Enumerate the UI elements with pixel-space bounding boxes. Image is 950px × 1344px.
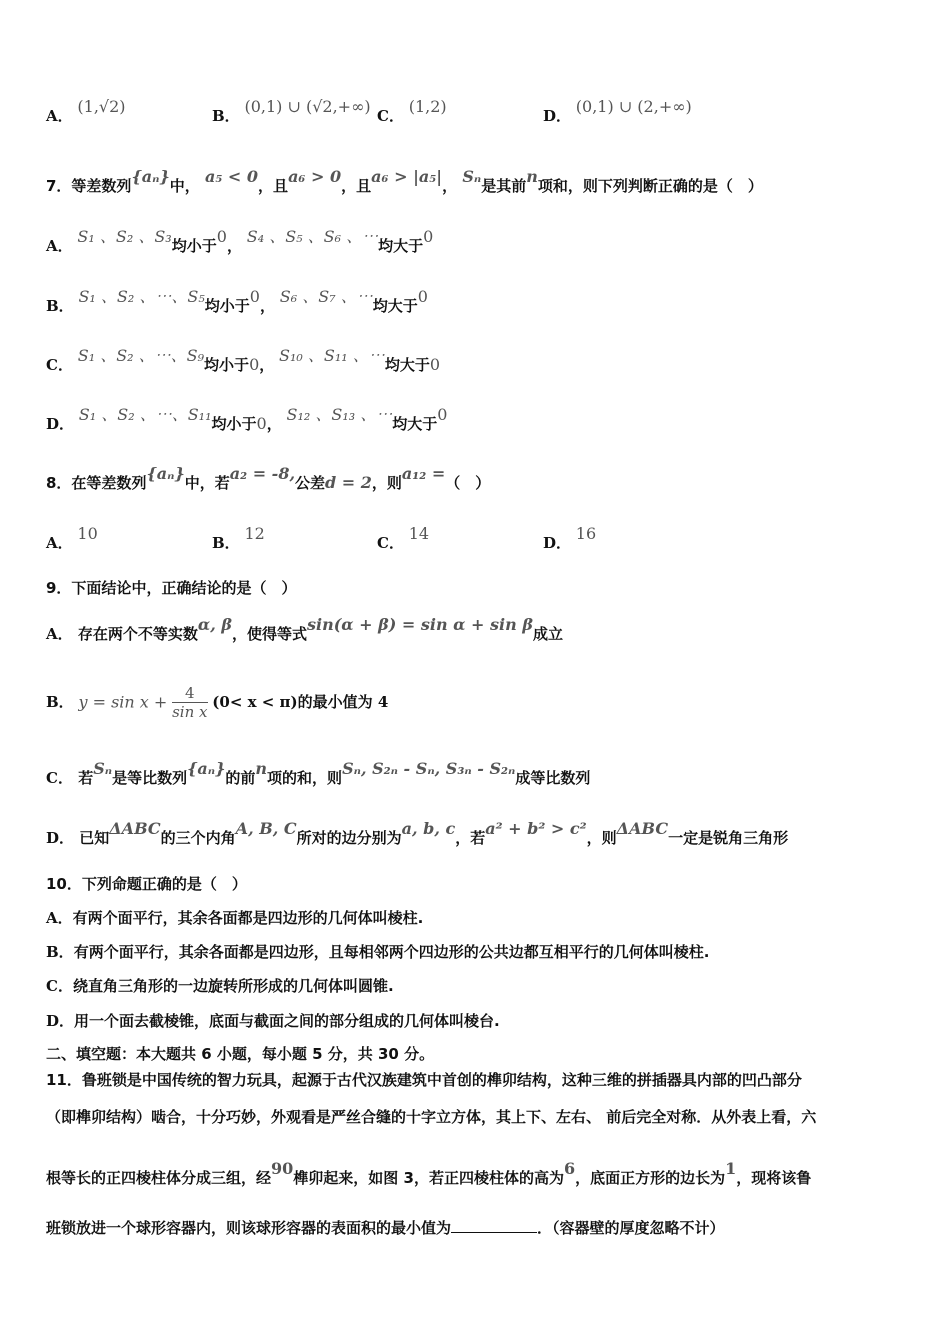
text: 均大于 [372,297,418,315]
math: a, b, c [401,819,456,838]
text: 榫卯起来，如图 3，若正四棱柱体的高为 [293,1169,564,1187]
option-label: C． [377,534,404,552]
text: 均大于 [392,415,438,433]
q11-line-4 [46,1218,725,1238]
math: S₁₀ 、S₁₁ 、⋯ [279,346,385,365]
text: ， [259,297,275,315]
option-text: 有两个面平行，其余各面都是四边形的几何体叫棱柱. [72,909,424,927]
q9-option-d [46,819,789,848]
math: sin(α + β) = sin α + sin β [306,615,533,634]
text: ， [266,415,282,433]
math: Sₙ, S₂ₙ - Sₙ, S₃ₙ - S₂ₙ [342,759,516,778]
text: 项和，则下列判断正确的是（ ） [537,177,763,195]
math: S₁ 、S₂ 、⋯、S₉ [77,346,205,365]
q6-option-b [212,97,371,126]
q11-line-3 [46,1159,812,1188]
text: ， [442,177,458,195]
option-label: B． [46,693,74,711]
text: ，则 [371,474,402,492]
math: 0 [249,287,260,306]
text: 一定是锐角三角形 [668,829,789,847]
q9-option-b [46,680,388,725]
text: 公差 [295,474,326,492]
math: {aₙ} [187,759,226,778]
option-label: A． [46,909,73,927]
section-heading: 二、填空题：本大题共 6 小题，每小题 5 分，共 30 分。 [46,1045,435,1063]
answer-blank[interactable] [451,1232,537,1233]
q9-option-c [46,759,591,788]
q8-option-c [377,524,430,553]
option-value: 16 [575,524,597,543]
text: 若 [78,769,94,787]
text: 均大于 [378,237,424,255]
option-label: D． [543,107,572,125]
math: 90 [271,1159,294,1178]
text: ，现将该鲁 [736,1169,812,1187]
math: S₄ 、S₅ 、S₆ 、⋯ [246,227,379,246]
math: a₅ < 0 [204,167,259,186]
text: 的前 [225,769,256,787]
math: S₁₂ 、S₁₃ 、⋯ [286,405,393,424]
q6-option-c [377,97,447,126]
math: Sₙ [93,759,113,778]
option-label: A． [46,107,73,125]
text: 项的和，则 [267,769,343,787]
q10-option-c [46,976,394,996]
text: 根等长的正四棱柱体分成三组，经 [46,1169,272,1187]
q11-line-2: （即榫卯结构）啮合，十分巧妙，外观看是严丝合缝的十字立方体，其上下、左右、 前后完全对称．从外表上看，六 [46,1108,817,1126]
math: 0 [216,227,227,246]
math: {aₙ} [146,464,185,483]
text: 成立 [532,625,563,643]
text: ， [259,356,275,374]
q10-option-a [46,908,423,928]
option-label: A． [46,237,73,255]
math: 0 [256,414,267,433]
q7-stem [46,167,763,196]
math: 0 [417,287,428,306]
text: 均小于 [204,356,250,374]
q8-option-d [543,524,597,553]
math: ΔABC [109,819,161,838]
option-text: 绕直角三角形的一边旋转所形成的几何体叫圆锥. [72,977,394,995]
math: 0 [423,227,434,246]
text: 已知 [79,829,110,847]
text: (0< x < π)的最小值为 4 [212,693,389,711]
math: a² + b² > c² [485,819,587,838]
math: ΔABC [616,819,669,838]
text: 7．等差数列 [46,177,132,195]
q6-option-a [46,97,126,126]
option-text: 用一个面去截棱锥，底面与截面之间的部分组成的几何体叫棱台. [74,1012,500,1030]
q7-option-d [46,405,448,434]
option-math: (0,1) ∪ (√2,+∞) [244,97,371,116]
option-label: B． [212,107,240,125]
text: 均小于 [204,297,250,315]
q10-option-b [46,942,709,962]
option-label: B． [212,534,240,552]
option-label: D． [46,1012,75,1030]
q7-option-a [46,227,434,256]
math: a₂ = -8, [229,464,296,483]
q11-line-1: 11．鲁班锁是中国传统的智力玩具，起源于古代汉族建筑中首创的榫卯结构，这种三维的拼插器具内部的凹凸部分 [46,1071,802,1089]
option-label: D． [46,415,75,433]
math: a₁₂ = [401,464,446,483]
option-value: 12 [244,524,265,543]
option-label: A． [46,534,73,552]
q10-option-d [46,1011,500,1031]
math: S₁ 、S₂ 、⋯、S₅ [78,287,205,306]
option-label: C． [46,769,73,787]
text: 中， [169,177,200,195]
text: ．（容器壁的厚度忽略不计） [537,1219,725,1237]
text: （ ） [445,474,491,492]
option-label: A． [46,625,73,643]
math: 0 [437,405,448,424]
text: ，使得等式 [231,625,307,643]
option-label: D． [543,534,572,552]
math: A, B, C [235,819,297,838]
math: S₆ 、S₇ 、⋯ [279,287,373,306]
math: 0 [249,355,260,374]
text: ，底面正方形的边长为 [575,1169,726,1187]
text: 班锁放进一个球形容器内，则该球形容器的表面积的最小值为 [46,1219,452,1237]
option-label: D． [46,829,75,847]
text: 是其前 [481,177,527,195]
q8-option-a [46,524,98,553]
q9-option-a [46,615,563,644]
option-value: 14 [408,524,430,543]
text: ，且 [258,177,289,195]
math: n [255,759,268,778]
q6-option-d [543,97,692,126]
text: 成等比数列 [515,769,591,787]
text: 存在两个不等实数 [77,625,198,643]
text: 中，若 [184,474,230,492]
option-label: B． [46,297,74,315]
math: n [526,167,538,186]
option-label: C． [46,977,73,995]
text: 均小于 [211,415,257,433]
text: ，若 [455,829,486,847]
math: d = 2 [325,473,372,492]
option-label: C． [46,356,73,374]
math: a₆ > 0 [288,167,342,186]
math: S₁ 、S₂ 、S₃ [77,227,172,246]
fraction [172,684,207,721]
text: ，且 [341,177,372,195]
text: 是等比数列 [112,769,188,787]
math: 1 [725,1159,737,1178]
q7-option-c [46,346,441,375]
q8-stem [46,464,491,493]
text: ， [226,237,242,255]
q8-option-b [212,524,265,553]
option-text: 有两个面平行，其余各面都是四边形，且每相邻两个四边形的公共边都互相平行的几何体叫棱柱. [73,943,710,961]
text: ，则 [586,829,617,847]
text: 均小于 [171,237,217,255]
q7-option-b [46,287,428,316]
math: 6 [563,1159,576,1178]
math: a₆ > |a₅| [371,167,443,186]
option-math: (0,1) ∪ (2,+∞) [575,97,692,116]
option-label: B． [46,943,74,961]
option-math: (1,2) [408,97,447,116]
q10-stem: 10．下列命题正确的是（ ） [46,875,247,893]
text: 均大于 [384,356,430,374]
text: 的三个内角 [160,829,236,847]
text: 8．在等差数列 [46,474,147,492]
option-math: (1,√2) [77,97,126,116]
option-label: C． [377,107,404,125]
math: Sₙ [462,167,482,186]
q9-stem: 9．下面结论中，正确结论的是（ ） [46,579,297,597]
math: α, β [197,615,232,634]
fraction-denominator: sin x [172,703,208,721]
option-value: 10 [77,524,98,543]
math: {aₙ} [131,167,170,186]
text: 所对的边分别为 [296,829,402,847]
math: 0 [429,355,441,374]
fraction-numerator: 4 [172,684,207,703]
math: y = sin x + [78,692,168,712]
math: S₁ 、S₂ 、⋯、S₁₁ [78,405,212,424]
